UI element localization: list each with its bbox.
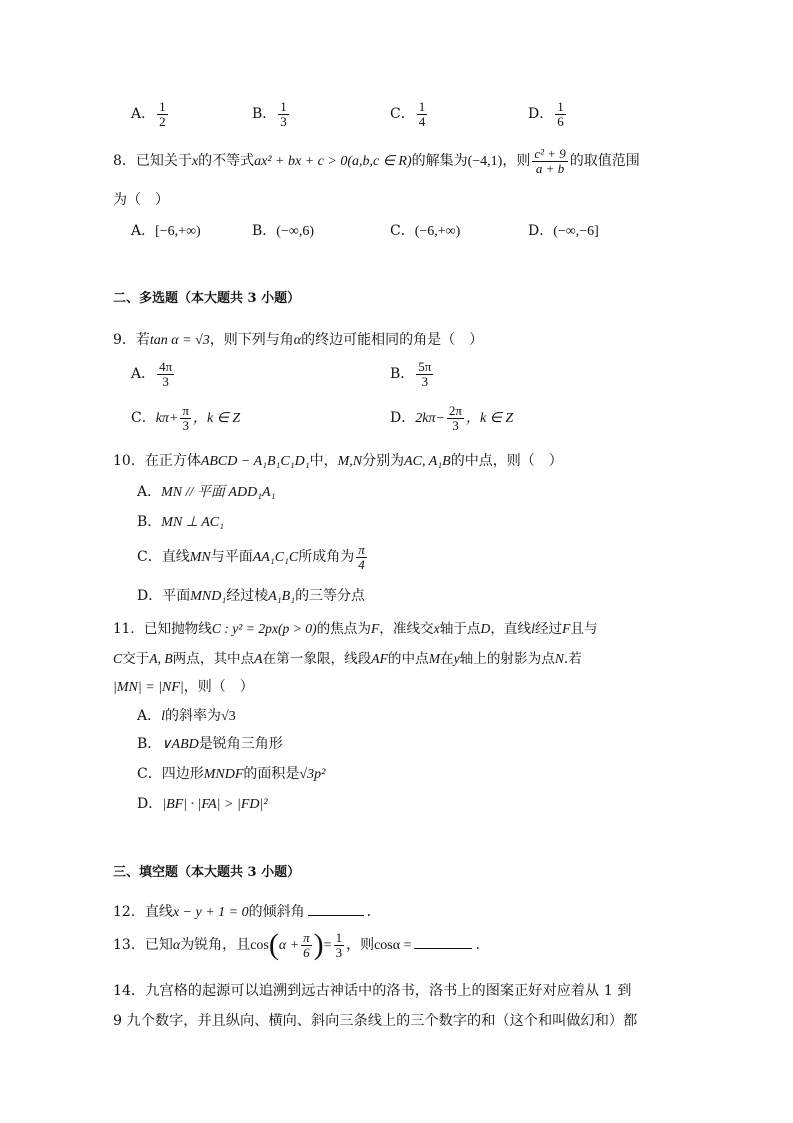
- fraction: $\frac{\text{c² + 9}}{a + b}$: [534, 146, 566, 176]
- q10-option-b: B．MN ⊥ AC₁: [137, 514, 224, 530]
- fraction: $\frac{1}{6}$: [557, 99, 564, 129]
- q9-stem: 9．若tan α = √3，则下列与角α的终边可能相同的角是（ ）: [113, 332, 484, 348]
- section-title: 二、多选题（本大题共 3 小题）: [113, 291, 301, 306]
- q11-option-c: C．四边形MNDF的面积是√3p²: [137, 766, 326, 782]
- fraction: $\frac{1}{3}$: [280, 99, 287, 129]
- q7-option-d: D． $\frac{1}{6}$: [528, 99, 564, 129]
- q13-stem: 13．已知α为锐角，且cos(α + $\frac{\pi}{6}$ )= $\frac{1}{3}$ ，则cosα = .: [113, 928, 480, 961]
- q11-option-a: A．l的斜率为√3: [137, 708, 236, 724]
- q11-option-d: D．|BF| · |FA| > |FD|²: [137, 796, 268, 812]
- q9-option-c: C．kπ+ $\frac{\pi}{3}$ ，k ∈ Z: [131, 403, 241, 433]
- paren-open: (: [268, 928, 279, 961]
- q9-option-d: D．2kπ− $\frac{2\pi}{3}$ ，k ∈ Z: [390, 403, 514, 433]
- q10-option-c: C．直线MN与平面AA₁C₁C所成角为 $\frac{\pi}{4}$: [137, 542, 365, 572]
- paren-close: ): [313, 928, 324, 961]
- q8-option-a: A．[−6,+∞): [131, 223, 201, 239]
- fraction: $\frac{1}{4}$: [418, 99, 426, 129]
- q7-option-a: A． $\frac{1}{2}$: [131, 99, 166, 129]
- q9-option-a: A． $\frac{4\pi}{3}$: [131, 359, 173, 389]
- q11-stem-line2: C交于A, B两点，其中点A在第一象限，线段AF的中点M在y轴上的射影为点N.若: [113, 651, 582, 667]
- q12-stem: 12．直线x − y + 1 = 0的倾斜角 .: [113, 904, 372, 920]
- fraction: $\frac{2\pi}{3}$: [448, 403, 462, 433]
- fraction: $\frac{\pi}{4}$: [358, 542, 365, 572]
- q8-option-b: B．(−∞,6): [252, 223, 314, 239]
- q8-stem-cont: 为（ ）: [113, 192, 169, 208]
- section-title: 三、填空题（本大题共 3 小题）: [113, 865, 301, 880]
- fraction: $\frac{1}{2}$: [159, 99, 166, 129]
- fraction: $\frac{4\pi}{3}$: [159, 359, 173, 389]
- q7-option-c: C． $\frac{1}{4}$: [390, 99, 426, 129]
- fraction: $\frac{1}{3}$: [335, 929, 343, 960]
- q10-stem: 10．在正方体ABCD − A₁B₁C₁D₁中，M,N分别为AC, A₁B的中点，则（ ）: [113, 453, 563, 469]
- fraction: $\frac{\pi}{3}$: [182, 403, 189, 433]
- q11-stem-line1: 11．已知抛物线C : y² = 2px(p > 0)的焦点为F，准线交x轴于点D，直线l经过F且与: [113, 621, 598, 637]
- q8-option-c: C．(−6,+∞): [390, 223, 461, 239]
- q10-option-d: D．平面MND₁经过棱A₁B₁的三等分点: [137, 588, 366, 604]
- q10-option-a: A．MN // 平面 ADD₁A₁: [137, 484, 276, 500]
- q7-option-b: B． $\frac{1}{3}$: [252, 99, 287, 129]
- answer-blank[interactable]: [308, 903, 364, 916]
- q14-line1: 14．九宫格的起源可以追溯到远古神话中的洛书，洛书上的图案正好对应着从 1 到: [113, 983, 632, 999]
- q14-line2: 9 九个数字，并且纵向、横向、斜向三条线上的三个数字的和（这个和叫做幻和）都: [113, 1013, 638, 1029]
- q8-stem: 8．已知关于x的不等式ax² + bx + c > 0(a,b,c ∈ R)的解集为(−4,1)，则 $\frac{\text{c² + 9}}{a + b}$ 的取值范围: [113, 146, 640, 176]
- answer-blank[interactable]: [414, 936, 472, 949]
- q8-option-d: D．(−∞,−6]: [528, 223, 599, 239]
- fraction: $\frac{5\pi}{3}$: [418, 359, 432, 389]
- fraction: $\frac{\pi}{6}$: [303, 929, 310, 960]
- q11-stem-line3: |MN| = |NF|，则（ ）: [113, 679, 254, 695]
- q9-option-b: B． $\frac{5\pi}{3}$: [390, 359, 432, 389]
- q11-option-b: B．∨ABD是锐角三角形: [137, 736, 283, 752]
